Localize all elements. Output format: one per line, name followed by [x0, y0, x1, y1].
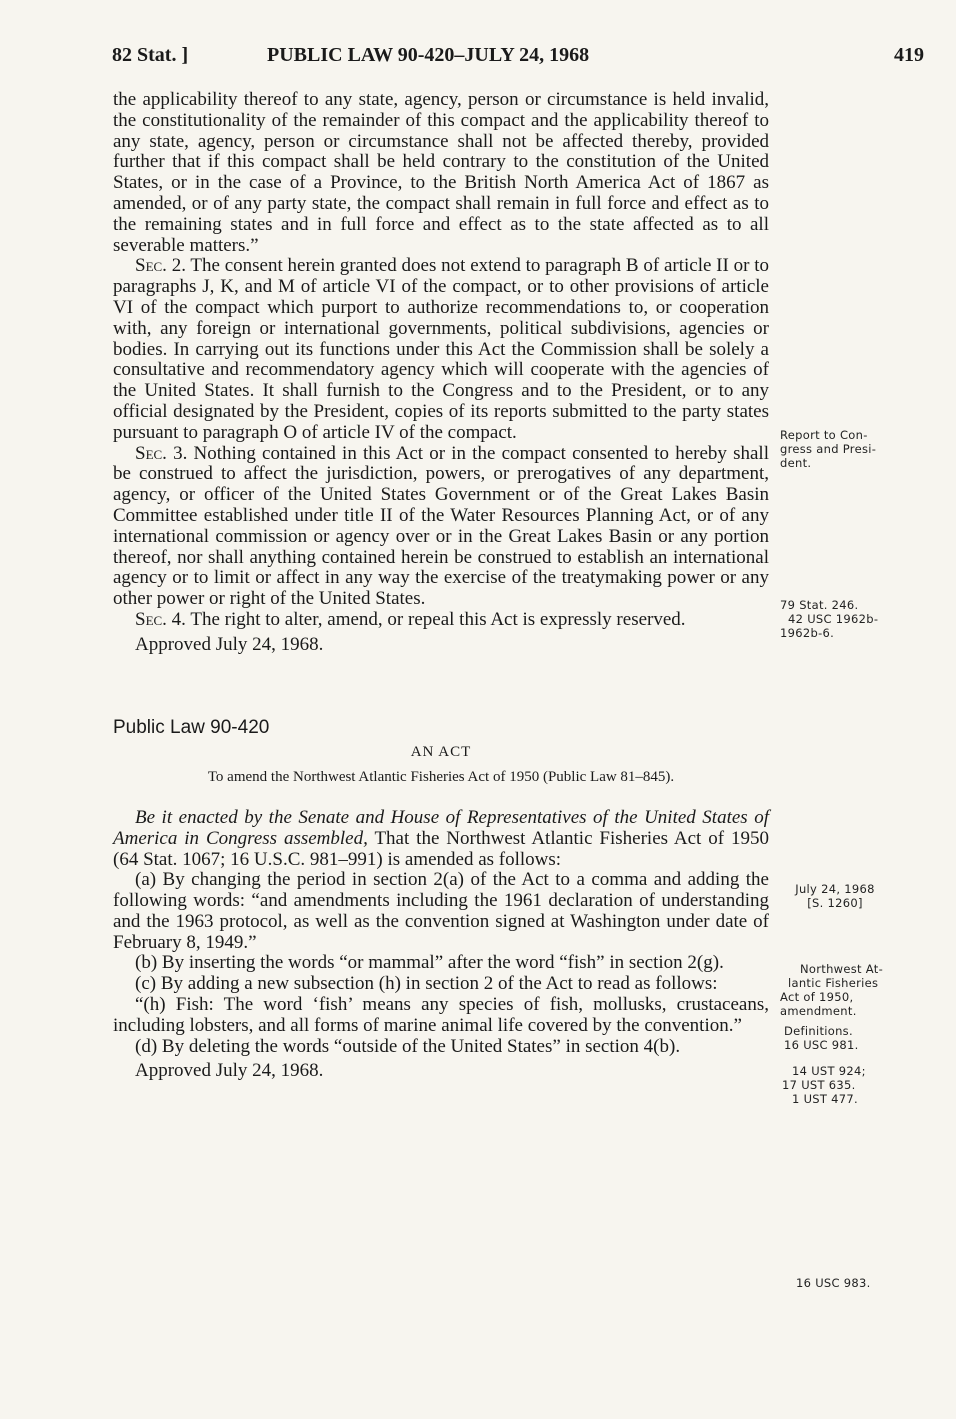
- section-4: [113, 610, 769, 631]
- enacting-clause-text: That the Northwest Atlantic Fisheries Act of 1950 (64 Stat. 1067; 16 U.S.C. 981–991) is amended as follows:: [113, 827, 769, 870]
- section-4-text: The right to alter, amend, or repeal this Act is expressly reserved.: [185, 608, 686, 630]
- margin-note-ust: 14 UST 924; 17 UST 635. 1 UST 477.: [782, 1064, 866, 1106]
- subsection-h: “(h) Fish: The word ‘fish’ means any species of fish, mollusks, crustaceans, including lobsters, and all forms of marine animal life covered by the convention.”: [113, 994, 769, 1036]
- header-title: PUBLIC LAW 90-420–JULY 24, 1968: [267, 44, 590, 66]
- margin-note-date: July 24, 1968 [S. 1260]: [795, 882, 875, 910]
- enacting-clause-italic: Be it enacted by the Senate and House of Representatives of the United States of America in Congress assembled,: [113, 806, 769, 849]
- section-3-text: Nothing contained in this Act or in the compact consented to hereby shall be construed to affect the jurisdiction, powers, or prerogatives of any department, agency, or officer of the United States Government or of the Great Lakes Basin Committee established under title II of the Water Resources Planning Act, or of any international commission or agency over or in the Great Lakes Basin or any portion thereof, nor shall anything contained herein be construed to establish an international agency or to limit or affect in any way the exercise of the treatymaking power or any other power or right of the United States.: [113, 442, 769, 610]
- margin-note-definitions: Definitions. 16 USC 981.: [784, 1024, 859, 1052]
- page-number: 419: [894, 44, 924, 66]
- section-2-text: The consent herein granted does not extend to paragraph B of article II or to paragraphs J, K, and M of article VI of the compact, or to other provisions of article VI of the compact which purport to authorize recommendations to, or cooperation with, any foreign or international governments, political subdivisions, agencies or bodies. In carrying out its functions under this Act the Commission shall be solely a consultative and recommendatory agency which will cooperate with the agencies of the United States. It shall furnish to the Congress and to the President, or to any official designated by the President, copies of its reports submitted to the party states pursuant to paragraph O of article IV of the compact.: [113, 255, 769, 443]
- amendment-b: (b) By inserting the words “or mammal” after the word “fish” in section 2(g).: [135, 952, 724, 974]
- margin-note-report: Report to Con- gress and Presi- dent.: [780, 428, 877, 470]
- amendment-a: (a) By changing the period in section 2(a) of the Act to a comma and adding the following words: “and amendments including the 1961 declaration of understanding and the 1963 protocol, as well as the convention signed at Washington under date of February 8, 1949.”: [113, 869, 769, 953]
- margin-note-nw-act: Northwest At- lantic Fisheries Act of 1950, amendment.: [780, 962, 884, 1018]
- public-law-number: Public Law 90-420: [113, 716, 270, 738]
- section-3: [113, 444, 769, 610]
- paragraph-continuation: the applicability thereof to any state, agency, person or circumstance is held invalid, the constitutionality of the remainder of this compact and the applicability thereof to any state, agency, person or circumstance shall not be affected thereby, provided further that if this compact shall be held contrary to the constitution of the United States, or in the case of a Province, to the British North America Act of 1867 as amended, or of any party state, the compact shall remain in full force and effect as to the remaining states and in full force and effect as to the state affected as to all severable matters.”: [113, 89, 769, 256]
- amendment-c: (c) By adding a new subsection (h) in section 2 of the Act to read as follows:: [135, 973, 718, 995]
- margin-note-usc983: 16 USC 983.: [796, 1276, 871, 1290]
- body-text: [113, 90, 769, 1082]
- act-heading: AN ACT: [410, 744, 472, 761]
- page-header: [112, 44, 924, 70]
- amendment-d: (d) By deleting the words “outside of the United States” in section 4(b).: [135, 1035, 681, 1057]
- act-purpose: To amend the Northwest Atlantic Fisheries Act of 1950 (Public Law 81–845).: [207, 769, 675, 786]
- margin-note-stat-ref: 79 Stat. 246. 42 USC 1962b- 1962b-6.: [780, 598, 879, 640]
- section-2-label: Sec. 2.: [135, 255, 186, 277]
- section-4-label: Sec. 4.: [135, 608, 186, 630]
- enacting-clause: [113, 808, 769, 870]
- header-statute-ref: 82 Stat. ]: [112, 44, 189, 66]
- section-2: [113, 256, 769, 443]
- approved-date-1: Approved July 24, 1968.: [135, 633, 324, 655]
- approved-date-2: Approved July 24, 1968.: [135, 1060, 324, 1082]
- section-3-label: Sec. 3.: [135, 442, 188, 464]
